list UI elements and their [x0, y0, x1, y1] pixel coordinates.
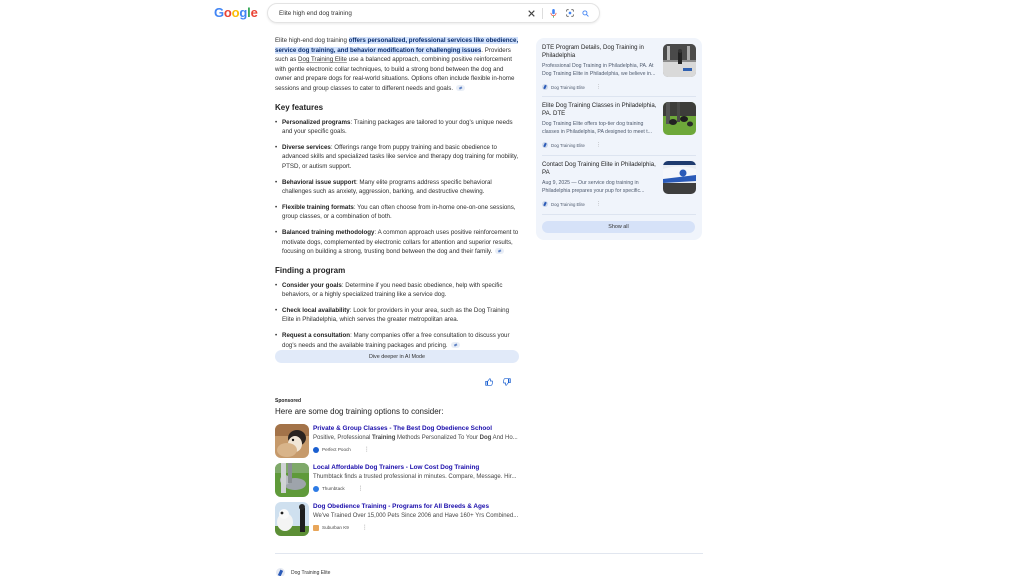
search-icon[interactable] — [580, 8, 591, 19]
ad-thumbnail-dog[interactable] — [275, 502, 309, 536]
intro-text: use a balanced approach, combining positive reinforcement with gentle electronic collar techniques, to build a strong bond between the dog and owner and prepare dogs for real-world situations. Options often include flexible in-home sessions and group classes to cater to different needs and goals. — [275, 56, 515, 92]
card-divider — [542, 155, 696, 156]
desc-text: And Ho... — [491, 435, 518, 441]
lens-icon[interactable] — [564, 8, 575, 19]
link-icon[interactable] — [451, 342, 460, 348]
ai-sources-panel — [536, 38, 702, 240]
close-icon[interactable] — [526, 8, 537, 19]
item-term: Flexible training formats — [282, 203, 354, 211]
logo-letter: e — [250, 5, 258, 20]
intro-text: Elite high-end dog training — [275, 37, 349, 44]
item-term: Request a consultation — [282, 332, 351, 340]
logo-letter: g — [239, 5, 248, 20]
google-logo[interactable] — [214, 5, 258, 20]
desc-text: Positive, Professional — [313, 435, 373, 441]
thumbtack-favicon-icon — [313, 486, 319, 492]
intro-highlight: offers personalized, professional services like obedience, service dog training, and behavior modification for challenging issues — [275, 37, 519, 54]
sponsored-heading: Here are some dog training options to consider: — [275, 407, 444, 416]
ad-source-name: Suburban K9 — [322, 525, 349, 530]
item-text: : Offerings range from puppy training and basic obedience to advanced skills and specialized tasks like service and therapy dog training for mobility, PTSD, or autism support. — [282, 143, 519, 170]
ad-source — [313, 524, 368, 531]
list-item — [275, 178, 520, 197]
source-card[interactable] — [542, 98, 696, 154]
source-name: Dog Training Elite — [551, 84, 585, 90]
dog-training-elite-favicon-icon — [542, 84, 548, 90]
source-card-source — [542, 142, 601, 148]
source-card-desc: Professional Dog Training in Philadelphia, PA. At Dog Training Elite in Philadelphia, we believe in... — [542, 63, 656, 78]
ad-source-name: Perfect Pooch — [322, 447, 351, 452]
perfect-pooch-favicon-icon — [313, 447, 319, 453]
source-card-thumbnail[interactable] — [663, 102, 696, 135]
search-divider — [542, 8, 543, 19]
ai-overview — [275, 36, 520, 356]
dog-training-elite-favicon-icon — [276, 568, 285, 576]
ad-source-name: Thumbtack — [322, 486, 345, 491]
sponsored-label: Sponsored — [275, 398, 302, 404]
search-bar[interactable] — [267, 3, 600, 23]
desc-bold: Training — [372, 435, 396, 441]
microphone-icon[interactable] — [548, 8, 559, 19]
item-text: : Many elite programs address specific behavioral challenges such as anxiety, aggression, barking, and destructive chewing. — [282, 178, 492, 196]
list-item — [275, 118, 520, 137]
show-all-button[interactable]: Show all — [542, 221, 695, 233]
intro-link-dog-training-elite[interactable]: Dog Training Elite — [298, 56, 347, 64]
source-card-desc: Dog Training Elite offers top-tier dog training classes in Philadelphia, PA designed to meet t... — [542, 121, 653, 136]
list-item — [275, 281, 520, 300]
more-options-icon[interactable]: ⋮ — [357, 486, 364, 492]
desc-bold: Dog — [479, 435, 492, 441]
source-card-title[interactable]: Elite Dog Training Classes in Philadelphia, PA. DTE — [542, 102, 657, 117]
source-card[interactable] — [542, 40, 696, 96]
source-card-thumbnail[interactable] — [663, 44, 696, 77]
finding-program-list — [275, 281, 520, 351]
source-card-title[interactable]: DTE Program Details, Dog Training in Philadelphia — [542, 44, 644, 59]
key-features-heading: Key features — [275, 102, 324, 112]
more-options-icon[interactable]: ⋮ — [595, 201, 601, 207]
ad-title-link[interactable]: Dog Obedience Training - Programs for All Breeds & Ages — [313, 503, 490, 510]
item-text: : Determine if you need basic obedience, help with specific behaviors, or a highly specialized training like a service dog. — [282, 281, 503, 299]
logo-letter: G — [214, 5, 224, 20]
item-term: Diverse services — [282, 143, 331, 151]
ad-title-link[interactable]: Private & Group Classes - The Best Dog Obedience School — [313, 425, 492, 432]
card-divider — [542, 214, 696, 215]
ad-title-link[interactable]: Local Affordable Dog Trainers - Low Cost Dog Training — [313, 464, 480, 471]
logo-letter: l — [247, 5, 251, 20]
logo-letter: o — [223, 5, 232, 20]
link-icon[interactable] — [456, 85, 465, 91]
finding-program-heading: Finding a program — [275, 265, 346, 275]
card-divider — [542, 96, 696, 97]
list-item — [275, 228, 520, 257]
source-card-thumbnail[interactable] — [663, 161, 696, 194]
dive-deeper-ai-mode-button[interactable]: Dive deeper in AI Mode — [275, 350, 519, 363]
results-divider — [275, 553, 703, 554]
source-card-source — [542, 201, 601, 207]
ad-result[interactable] — [275, 463, 530, 499]
intro-text: . Providers such as — [275, 46, 511, 64]
overview-intro — [275, 36, 520, 94]
list-item — [275, 331, 520, 350]
source-card-source — [542, 84, 601, 90]
ad-result[interactable] — [275, 424, 530, 460]
more-options-icon[interactable]: ⋮ — [595, 84, 601, 90]
item-text: : Many companies offer a free consultation to discuss your dog's needs and the available training packages and pricing. — [282, 332, 510, 349]
source-name: Dog Training Elite — [551, 201, 585, 207]
item-term: Behavioral issue support — [282, 178, 356, 186]
item-term: Balanced training methodology — [282, 228, 375, 236]
item-text: : You can often choose from in-home one-on-one sessions, group classes, or a combination of both. — [282, 203, 516, 221]
ad-thumbnail-dog[interactable] — [275, 463, 309, 497]
more-options-icon[interactable]: ⋮ — [361, 525, 368, 531]
logo-letter: o — [231, 5, 240, 20]
link-icon[interactable] — [495, 248, 504, 254]
more-options-icon[interactable]: ⋮ — [363, 447, 370, 453]
more-options-icon[interactable]: ⋮ — [595, 142, 601, 148]
source-name: Dog Training Elite — [551, 142, 585, 148]
ad-source — [313, 485, 364, 492]
ad-description: Thumbtack finds a trusted professional in minutes. Compare, Message. Hir... — [313, 474, 517, 480]
dog-training-elite-favicon-icon — [542, 142, 548, 148]
suburban-k9-favicon-icon — [313, 525, 319, 531]
item-term: Consider your goals — [282, 281, 342, 289]
source-card[interactable] — [542, 157, 696, 213]
item-term: Check local availability — [282, 306, 350, 314]
source-card-desc: Aug 9, 2025 — Our service dog training in Philadelphia prepares your pup for specific... — [542, 180, 645, 195]
thumbs-down-icon[interactable] — [503, 373, 511, 391]
search-input[interactable]: Elite high end dog training — [279, 9, 352, 17]
source-name[interactable]: Dog Training Elite — [291, 569, 331, 576]
ad-description — [313, 435, 518, 441]
key-features-list — [275, 118, 520, 257]
item-text: : Training packages are tailored to your dog's unique needs and your specific goals. — [282, 118, 513, 136]
item-term: Personalized programs — [282, 118, 351, 126]
list-item — [275, 143, 520, 172]
desc-text: Methods Personalized To Your — [395, 435, 480, 441]
ad-thumbnail-dog[interactable] — [275, 424, 309, 458]
ad-source — [313, 446, 370, 453]
list-item — [275, 203, 520, 222]
list-item — [275, 306, 520, 325]
feedback-buttons — [485, 373, 511, 391]
source-card-title[interactable]: Contact Dog Training Elite in Philadelphia, PA — [542, 161, 656, 176]
item-text: : A common approach uses positive reinforcement to motivate dogs, complemented by electronic collars for attention and superior results, focusing on building a strong, trusting bond between the dog and their family. — [282, 228, 519, 256]
thumbs-up-icon[interactable] — [485, 373, 493, 391]
organic-result-source[interactable] — [276, 568, 330, 576]
ad-result[interactable] — [275, 502, 530, 538]
ad-description: We've Trained Over 15,000 Pets Since 2006 and Have 160+ Yrs Combined... — [313, 513, 519, 519]
item-text: : Look for providers in your area, such as the Dog Training Elite in Philadelphia, which serves the greater metropolitan area. — [282, 306, 510, 324]
dog-training-elite-favicon-icon — [542, 201, 548, 207]
